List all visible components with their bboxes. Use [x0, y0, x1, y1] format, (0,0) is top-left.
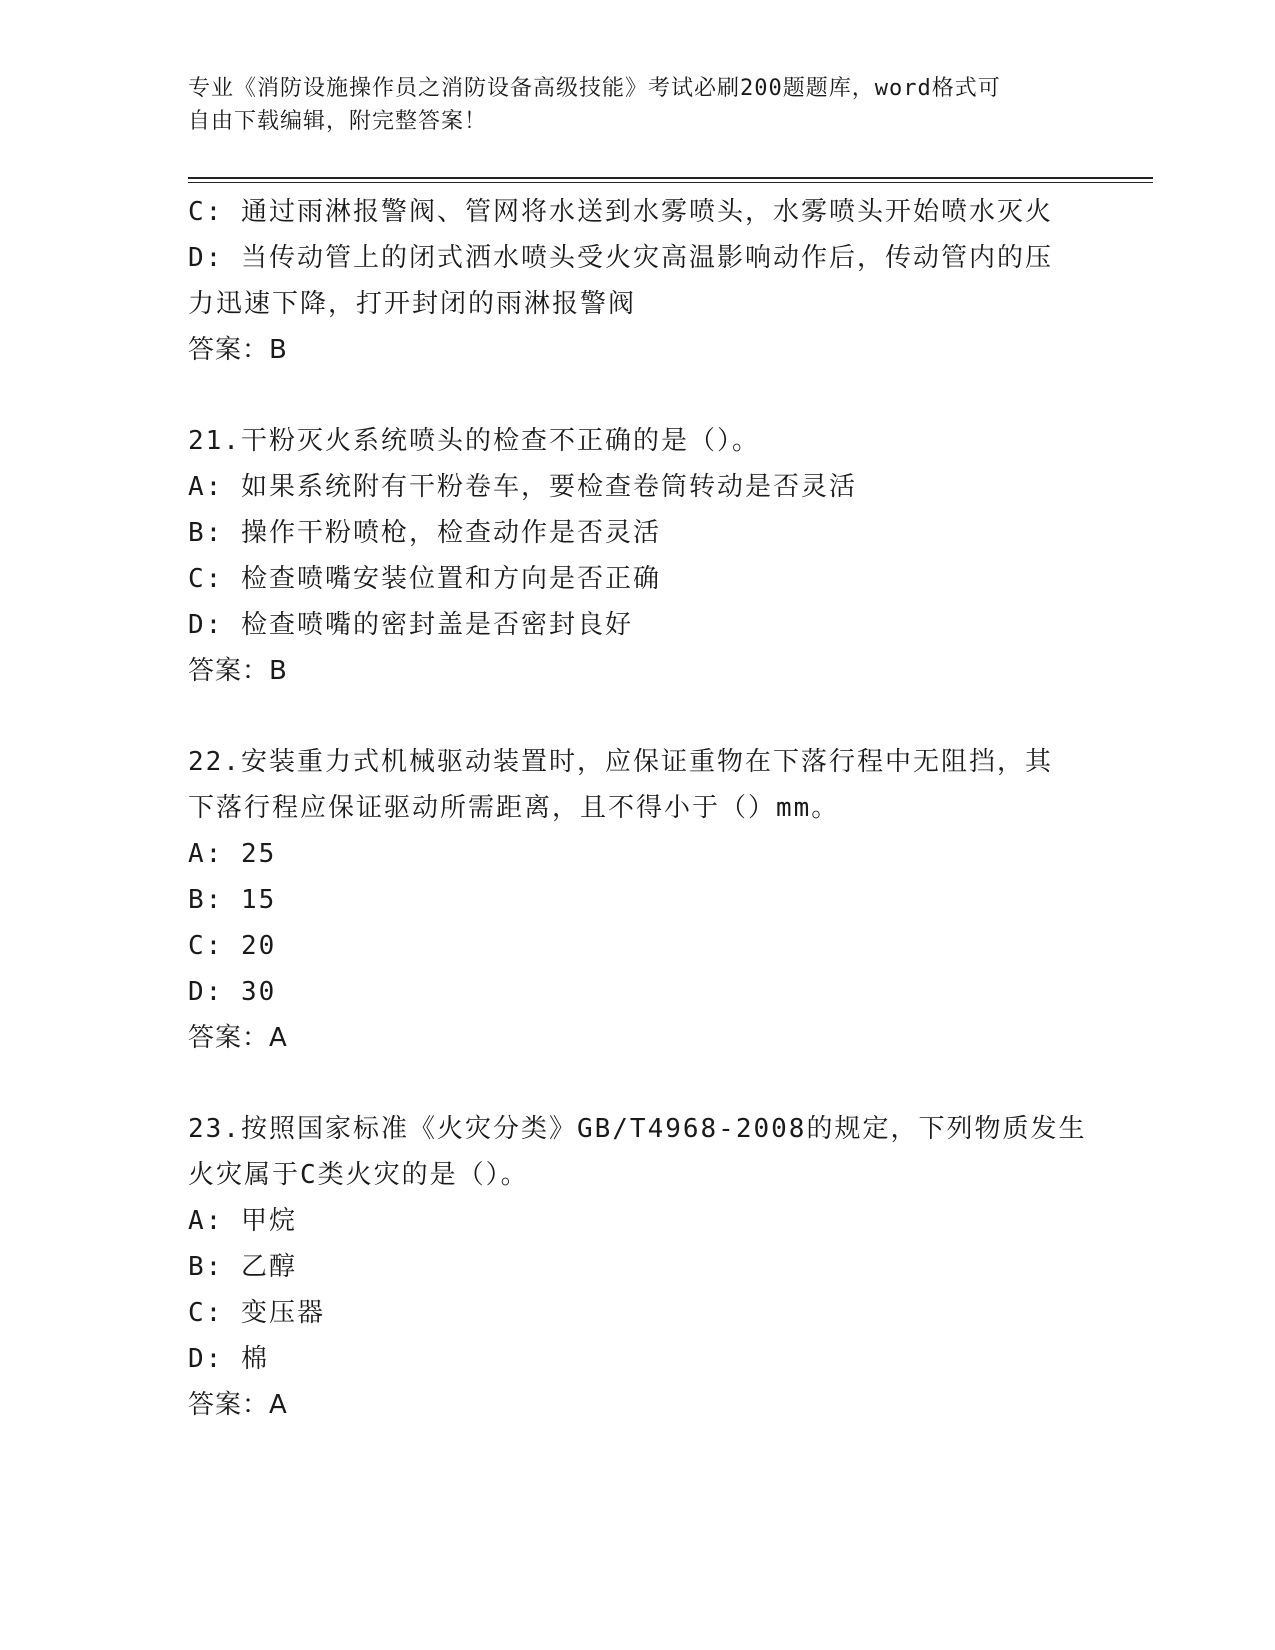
question-list [188, 189, 1088, 1428]
question-gap [188, 1061, 1088, 1106]
answer: 答案：B [188, 656, 288, 686]
answer: 答案：B [188, 335, 288, 365]
option-c: C: 变压器 [188, 1298, 325, 1328]
option-c: C: 20 [188, 931, 277, 961]
option-b: B: 乙醇 [188, 1252, 297, 1282]
option-c: C: 检查喷嘴安装位置和方向是否正确 [188, 564, 661, 594]
option-a: A: 甲烷 [188, 1206, 297, 1236]
header-divider-top [188, 177, 1153, 179]
question-stem-line-2: 下落行程应保证驱动所需距离，且不得小于（）mm。 [188, 793, 840, 823]
header-divider-bottom [188, 182, 1153, 183]
question-gap [188, 694, 1088, 739]
option-d-line-2: 力迅速下降，打开封闭的雨淋报警阀 [188, 289, 637, 319]
answer: 答案：A [188, 1390, 288, 1420]
question-stem-line-1: 23.按照国家标准《火灾分类》GB/T4968-2008的规定，下列物质发生 [188, 1114, 1087, 1144]
option-d-line-1: D: 当传动管上的闭式洒水喷头受火灾高温影响动作后，传动管内的压 [188, 243, 1053, 273]
question-23 [188, 1106, 1088, 1428]
question-stem: 21.干粉灭火系统喷头的检查不正确的是（）。 [188, 426, 760, 456]
answer: 答案：A [188, 1023, 288, 1053]
option-c: C: 通过雨淋报警阀、管网将水送到水雾喷头，水雾喷头开始喷水灭火 [188, 197, 1053, 227]
option-b: B: 15 [188, 885, 277, 915]
option-d: D: 30 [188, 977, 277, 1007]
header-title-line-1: 专业《消防设施操作员之消防设备高级技能》考试必刷200题题库，word格式可 [188, 76, 1001, 101]
option-d: D: 检查喷嘴的密封盖是否密封良好 [188, 610, 633, 640]
question-stem-line-1: 22.安装重力式机械驱动装置时，应保证重物在下落行程中无阻挡，其 [188, 747, 1053, 777]
question-21 [188, 418, 1088, 694]
previous-question-block [188, 189, 1088, 373]
question-22 [188, 739, 1088, 1061]
question-stem-line-2: 火灾属于C类火灾的是（）。 [188, 1160, 529, 1190]
document-header [188, 72, 1088, 138]
option-a: A: 如果系统附有干粉卷车，要检查卷筒转动是否灵活 [188, 472, 857, 502]
header-title-line-2: 自由下载编辑，附完整答案！ [188, 109, 488, 134]
option-b: B: 操作干粉喷枪，检查动作是否灵活 [188, 518, 661, 548]
question-gap [188, 373, 1088, 418]
option-d: D: 棉 [188, 1344, 269, 1374]
option-a: A: 25 [188, 839, 277, 869]
